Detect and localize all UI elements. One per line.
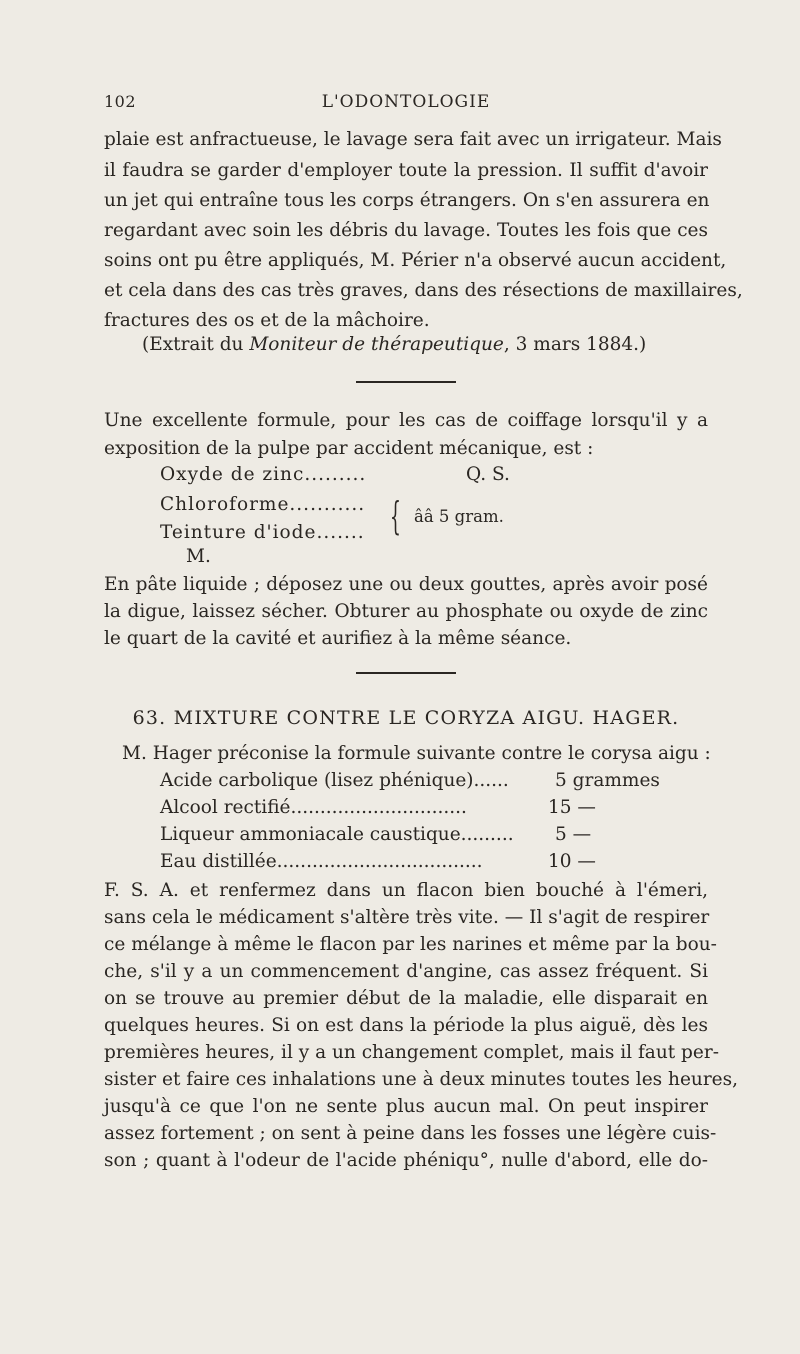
separator-rule <box>356 672 456 674</box>
formula-chloro-label: Chloroforme........... <box>160 494 366 515</box>
citation-prefix: (Extrait du <box>142 334 250 355</box>
text-line: et cela dans des cas très graves, dans des résections de maxillaires, <box>104 280 743 301</box>
text-line: premières heures, il y a un changement complet, mais il faut per- <box>104 1042 719 1063</box>
text-line: un jet qui entraîne tous les corps étrangers. On s'en assurera en <box>104 190 710 211</box>
citation-suffix: , 3 mars 1884.) <box>503 334 647 355</box>
text-line: fractures des os et de la mâchoire. <box>104 310 430 331</box>
formula-brace-qty: ââ 5 gram. <box>414 507 504 526</box>
page-number: 102 <box>104 92 137 111</box>
citation <box>142 334 646 356</box>
text-line: plaie est anfractueuse, le lavage sera fait avec un irrigateur. Mais <box>104 129 722 150</box>
separator-rule <box>356 381 456 383</box>
text-line: le quart de la cavité et aurifiez à la même séance. <box>104 628 572 649</box>
formula-row-qty: 15 — <box>548 797 596 818</box>
text-line: Une excellente formule, pour les cas de coiffage lorsqu'il y a <box>104 410 708 431</box>
formula-zinc-label: Oxyde de zinc......... <box>160 464 367 485</box>
citation-journal: Moniteur de thérapeutique <box>249 334 504 355</box>
text-line: jusqu'à ce que l'on ne sente plus aucun mal. On peut inspirer <box>104 1096 708 1117</box>
text-line: assez fortement ; on sent à peine dans les fosses une légère cuis- <box>104 1123 717 1144</box>
text-line: che, s'il y a un commencement d'angine, cas assez fréquent. Si <box>104 961 708 982</box>
formula-row-label: Liqueur ammoniacale caustique......... <box>160 824 514 845</box>
text-line: F. S. A. et renfermez dans un flacon bien bouché à l'émeri, <box>104 880 708 901</box>
section-title: 63. MIXTURE CONTRE LE CORYZA AIGU. HAGER. <box>132 707 680 729</box>
formula-iode-label: Teinture d'iode....... <box>160 522 365 543</box>
formula-row-label: Acide carbolique (lisez phénique)...... <box>160 770 509 791</box>
running-title: L'ODONTOLOGIE <box>321 92 491 112</box>
text-line: regardant avec soin les débris du lavage. Toutes les fois que ces <box>104 220 708 241</box>
formula-m-label: M. <box>186 546 211 567</box>
text-line: quelques heures. Si on est dans la période la plus aiguë, dès les <box>104 1015 708 1036</box>
formula-zinc-qty: Q. S. <box>466 464 510 485</box>
text-line: sans cela le médicament s'altère très vite. — Il s'agit de respirer <box>104 907 710 928</box>
text-line: soins ont pu être appliqués, M. Périer n'a observé aucun accident, <box>104 250 727 271</box>
formula-row-label: Alcool rectifié.............................. <box>160 797 467 818</box>
formula-row-label: Eau distillée................................... <box>160 851 483 872</box>
text-line: il faudra se garder d'employer toute la pression. Il suffit d'avoir <box>104 160 708 181</box>
text-line: la digue, laissez sécher. Obturer au phosphate ou oxyde de zinc <box>104 601 708 622</box>
text-line: son ; quant à l'odeur de l'acide phéniqu°, nulle d'abord, elle do- <box>104 1150 708 1171</box>
formula-intro: M. Hager préconise la formule suivante contre le corysa aigu : <box>122 743 711 764</box>
text-line: En pâte liquide ; déposez une ou deux gouttes, après avoir posé <box>104 574 708 595</box>
formula-row-qty: 10 — <box>548 851 596 872</box>
text-line: ce mélange à même le flacon par les narines et même par la bou- <box>104 934 717 955</box>
text-line: sister et faire ces inhalations une à deux minutes toutes les heures, <box>104 1069 738 1090</box>
page-header <box>104 92 708 118</box>
formula-row-qty: 5 — <box>555 824 592 845</box>
formula-row-qty: 5 grammes <box>555 770 660 791</box>
text-line: exposition de la pulpe par accident mécanique, est : <box>104 438 594 459</box>
brace-icon: { <box>390 494 401 538</box>
text-line: on se trouve au premier début de la maladie, elle disparait en <box>104 988 708 1009</box>
